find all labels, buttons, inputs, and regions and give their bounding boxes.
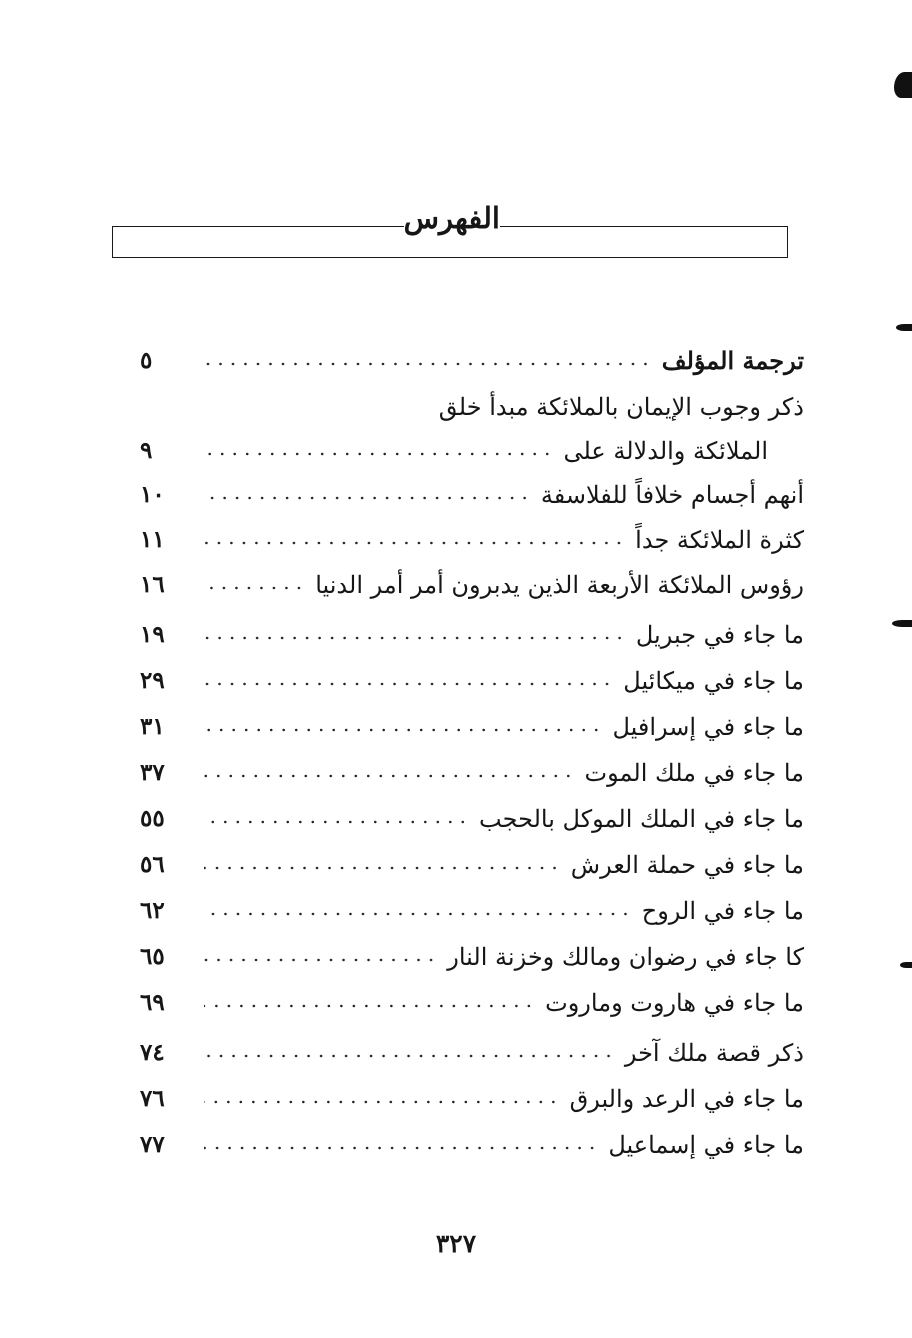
toc-dot-leader bbox=[204, 494, 531, 502]
toc-entry bbox=[140, 1076, 804, 1116]
toc-entry bbox=[140, 980, 804, 1020]
page-number: ٣٢٧ bbox=[435, 1229, 477, 1258]
scan-mark-upper bbox=[896, 324, 912, 331]
toc-entry-title: ذكر قصة ملك آخر bbox=[624, 1039, 804, 1067]
toc-entry-title: ما جاء في الرعد والبرق bbox=[569, 1085, 804, 1113]
toc-entry bbox=[140, 658, 804, 698]
toc-entry-page-number: ٧٧ bbox=[140, 1131, 165, 1158]
toc-dot-leader bbox=[204, 1144, 598, 1152]
toc-entry-page-number: ٧٤ bbox=[140, 1039, 165, 1066]
toc-entry-page-number: ١٦ bbox=[140, 571, 165, 598]
toc-entry-title: كثرة الملائكة جداً bbox=[635, 526, 804, 554]
toc-entry-title: ترجمة المؤلف bbox=[661, 346, 804, 375]
scan-mark-middle bbox=[892, 620, 912, 627]
toc-dot-leader bbox=[204, 910, 632, 918]
toc-entry-page-number: ٣٧ bbox=[140, 759, 165, 786]
toc-dot-leader bbox=[204, 1052, 615, 1060]
toc-dot-leader bbox=[204, 680, 613, 688]
toc-entry bbox=[140, 338, 804, 378]
toc-entry-title: ما جاء في إسماعيل bbox=[608, 1131, 804, 1159]
toc-entry-title: ما جاء في هاروت وماروت bbox=[545, 989, 804, 1017]
toc-dot-leader bbox=[204, 818, 469, 826]
toc-dot-leader bbox=[204, 634, 626, 642]
toc-entry bbox=[140, 796, 804, 836]
toc-entry bbox=[140, 472, 804, 512]
toc-entry-page-number: ١٩ bbox=[140, 621, 165, 648]
toc-entry bbox=[140, 562, 804, 602]
toc-entry bbox=[140, 704, 804, 744]
toc-entry-title: أنهم أجسام خلافاً للفلاسفة bbox=[540, 481, 804, 509]
toc-dot-leader bbox=[204, 406, 429, 414]
toc-entry bbox=[140, 934, 804, 974]
toc-entry-title: ما جاء في ملك الموت bbox=[584, 759, 804, 787]
page-title: الفهرس bbox=[404, 198, 500, 238]
toc-dot-leader bbox=[204, 956, 437, 964]
toc-entry bbox=[140, 517, 804, 557]
toc-entry bbox=[140, 428, 804, 468]
header-rule-right bbox=[500, 226, 788, 227]
toc-dot-leader bbox=[204, 1002, 535, 1010]
toc-entry-title: ما جاء في إسرافيل bbox=[612, 713, 804, 741]
toc-dot-leader bbox=[204, 1098, 560, 1106]
toc-entry-title: ما جاء في الروح bbox=[641, 897, 804, 925]
toc-entry-page-number: ٦٢ bbox=[140, 897, 165, 924]
toc-entry bbox=[140, 888, 804, 928]
scan-mark-top bbox=[894, 72, 912, 98]
toc-entry-title: ذكر وجوب الإيمان بالملائكة مبدأ خلق bbox=[438, 393, 804, 421]
toc-entry-title: ما جاء في حملة العرش bbox=[570, 851, 804, 879]
toc-dot-leader bbox=[204, 539, 625, 547]
toc-entry-title: ما جاء في جبريل bbox=[635, 621, 804, 649]
toc-entry bbox=[140, 1122, 804, 1162]
toc-dot-leader bbox=[204, 360, 652, 368]
toc-entry bbox=[140, 750, 804, 790]
toc-entry-page-number: ٧٦ bbox=[140, 1085, 165, 1112]
toc-entry-page-number: ٥٦ bbox=[140, 851, 165, 878]
toc-entry-page-number: ٦٩ bbox=[140, 989, 165, 1016]
toc-dot-leader bbox=[204, 726, 602, 734]
toc-entry bbox=[140, 1030, 804, 1070]
toc-dot-leader bbox=[204, 450, 553, 458]
toc-entry bbox=[140, 842, 804, 882]
toc-entry-title: ما جاء في الملك الموكل بالحجب bbox=[479, 805, 804, 833]
toc-entry-page-number: ١٠ bbox=[140, 481, 165, 508]
scan-mark-lower bbox=[900, 962, 912, 968]
toc-entry-page-number: ١١ bbox=[140, 526, 165, 553]
toc-entry-page-number: ٥ bbox=[140, 347, 153, 374]
toc-dot-leader bbox=[204, 584, 305, 592]
toc-entry-page-number: ٢٩ bbox=[140, 667, 165, 694]
toc-entry-title: ما جاء في ميكائيل bbox=[623, 667, 804, 695]
toc-entry bbox=[140, 384, 804, 424]
toc-entry-title: الملائكة والدلالة على bbox=[563, 437, 768, 465]
toc-entry bbox=[140, 612, 804, 652]
toc-dot-leader bbox=[204, 864, 561, 872]
toc-dot-leader bbox=[204, 772, 575, 780]
toc-entry-page-number: ٣١ bbox=[140, 713, 165, 740]
toc-entry-title: كا جاء في رضوان ومالك وخزنة النار bbox=[447, 943, 804, 971]
toc-entry-title: رؤوس الملائكة الأربعة الذين يدبرون أمر أمر الدنيا bbox=[315, 571, 804, 599]
toc-entry-page-number: ٥٥ bbox=[140, 805, 165, 832]
toc-entry-page-number: ٦٥ bbox=[140, 943, 165, 970]
toc-entry-page-number: ٩ bbox=[140, 437, 153, 464]
